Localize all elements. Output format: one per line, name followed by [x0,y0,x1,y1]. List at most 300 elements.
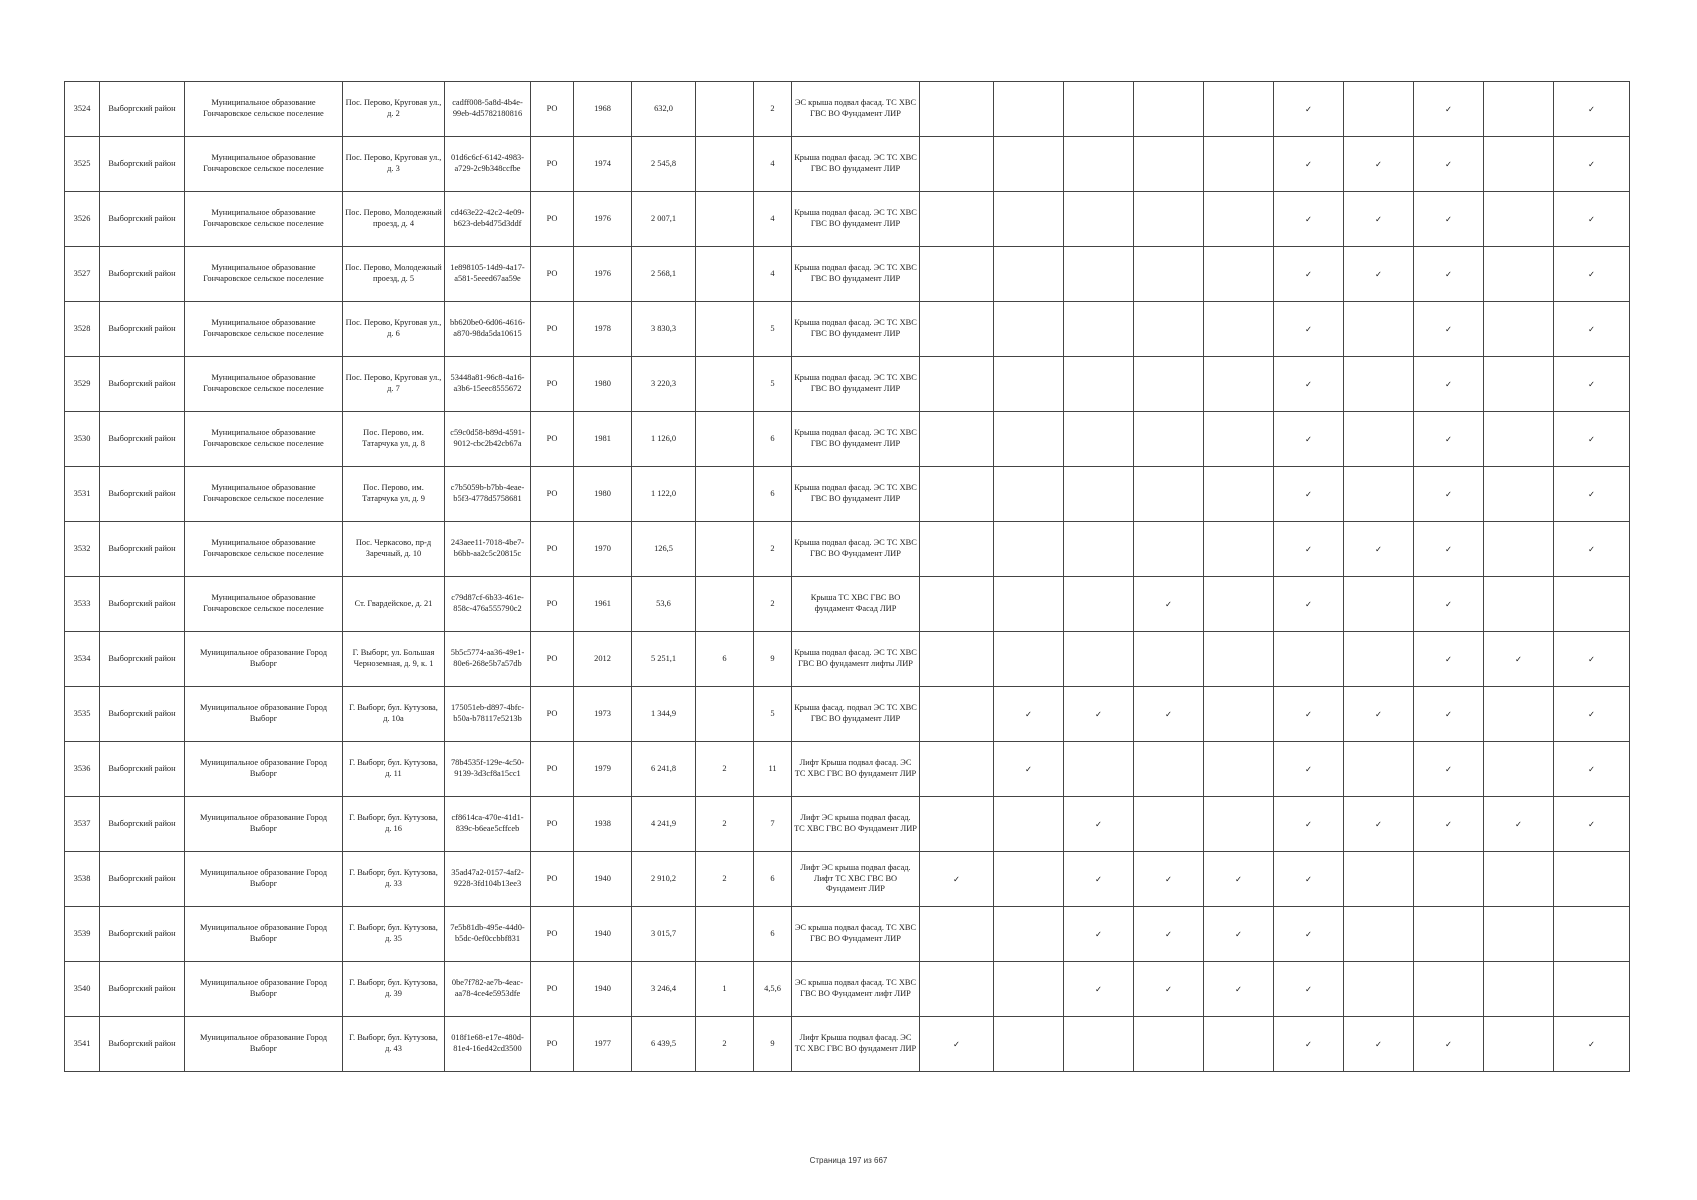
area-cell: 3 220,3 [632,357,696,412]
type-cell: РО [531,632,574,687]
guid-cell: 018f1e68-e17e-480d-81e4-16ed42cd3500 [445,1017,531,1072]
empty-cell [994,467,1064,522]
count-cell [696,467,754,522]
district-cell: Выборгский район [100,192,185,247]
page-footer: Страница 197 из 667 [809,1156,888,1165]
guid-cell: 7e5b81db-495e-44d0-b5dc-0ef0ccbbf831 [445,907,531,962]
empty-cell [1344,632,1414,687]
housing-table [64,81,1630,1072]
check-mark-icon: ✓ [1414,687,1484,742]
empty-cell [1134,192,1204,247]
guid-cell: 01d6c6cf-6142-4983-a729-2c9b348ccfbe [445,137,531,192]
empty-cell [994,577,1064,632]
guid-cell: 1e898105-14d9-4a17-a581-5eeed67aa59e [445,247,531,302]
check-mark-icon: ✓ [1344,192,1414,247]
type-cell: РО [531,467,574,522]
row-number: 3539 [65,907,100,962]
year-cell: 1961 [574,577,632,632]
empty-cell [1204,1017,1274,1072]
year-cell: 1940 [574,852,632,907]
address-cell: Пос. Черкасово, пр-д Заречный, д. 10 [343,522,445,577]
row-number: 3524 [65,82,100,137]
empty-cell [1134,797,1204,852]
district-cell: Выборгский район [100,412,185,467]
check-mark-icon: ✓ [1554,632,1630,687]
empty-cell [994,247,1064,302]
area-cell: 1 122,0 [632,467,696,522]
check-mark-icon: ✓ [1554,1017,1630,1072]
empty-cell [1204,687,1274,742]
address-cell: Пос. Перово, им. Татарчука ул, д. 8 [343,412,445,467]
year-cell: 1940 [574,907,632,962]
guid-cell: c7b5059b-b7bb-4eae-b5f3-4778d5758681 [445,467,531,522]
guid-cell: 5b5c5774-aa36-49e1-80e6-268e5b7a57db [445,632,531,687]
empty-cell [1484,192,1554,247]
address-cell: Пос. Перово, Круговая ул., д. 2 [343,82,445,137]
municipality-cell: Муниципальное образование Город Выборг [185,1017,343,1072]
type-cell: РО [531,852,574,907]
year-cell: 1981 [574,412,632,467]
works-cell: Лифт Крыша подвал фасад. ЭС ТС ХВС ГВС ВО фундамент ЛИР [792,742,920,797]
district-cell: Выборгский район [100,357,185,412]
empty-cell [1134,302,1204,357]
district-cell: Выборгский район [100,687,185,742]
empty-cell [1204,577,1274,632]
check-mark-icon: ✓ [1414,247,1484,302]
floors-cell: 5 [754,302,792,357]
check-mark-icon: ✓ [1554,302,1630,357]
empty-cell [994,1017,1064,1072]
empty-cell [920,192,994,247]
check-mark-icon: ✓ [1414,797,1484,852]
row-number: 3540 [65,962,100,1017]
empty-cell [1484,962,1554,1017]
empty-cell [920,522,994,577]
empty-cell [994,137,1064,192]
year-cell: 1978 [574,302,632,357]
check-mark-icon: ✓ [1274,247,1344,302]
empty-cell [994,522,1064,577]
empty-cell [1204,797,1274,852]
municipality-cell: Муниципальное образование Гончаровское сельское поселение [185,137,343,192]
type-cell: РО [531,962,574,1017]
count-cell [696,302,754,357]
floors-cell: 2 [754,522,792,577]
empty-cell [920,137,994,192]
table-row [65,742,1630,797]
table-row [65,302,1630,357]
table-row [65,522,1630,577]
empty-cell [920,467,994,522]
empty-cell [1204,357,1274,412]
table-row [65,82,1630,137]
works-cell: ЭС крыша подвал фасад. ТС ХВС ГВС ВО Фундамент лифт ЛИР [792,962,920,1017]
check-mark-icon: ✓ [1344,797,1414,852]
area-cell: 2 910,2 [632,852,696,907]
empty-cell [920,247,994,302]
address-cell: Ст. Гвардейское, д. 21 [343,577,445,632]
check-mark-icon: ✓ [1064,687,1134,742]
guid-cell: cadff008-5a8d-4b4e-99eb-4d5782180816 [445,82,531,137]
works-cell: Крыша подвал фасад. ЭС ТС ХВС ГВС ВО фундамент ЛИР [792,247,920,302]
table-row [65,1017,1630,1072]
guid-cell: 78b4535f-129e-4c50-9139-3d3cf8a15cc1 [445,742,531,797]
empty-cell [994,302,1064,357]
works-cell: Лифт ЭС крыша подвал фасад. ТС ХВС ГВС ВО Фундамент ЛИР [792,797,920,852]
works-cell: Крыша фасад. подвал ЭС ТС ХВС ГВС ВО фундамент ЛИР [792,687,920,742]
empty-cell [994,357,1064,412]
empty-cell [1064,412,1134,467]
guid-cell: 0be7f782-ae7b-4eac-aa78-4ce4e5953dfe [445,962,531,1017]
municipality-cell: Муниципальное образование Город Выборг [185,742,343,797]
year-cell: 1938 [574,797,632,852]
floors-cell: 5 [754,357,792,412]
row-number: 3526 [65,192,100,247]
empty-cell [920,962,994,1017]
municipality-cell: Муниципальное образование Гончаровское сельское поселение [185,522,343,577]
empty-cell [1134,137,1204,192]
works-cell: Крыша подвал фасад. ЭС ТС ХВС ГВС ВО фундамент лифты ЛИР [792,632,920,687]
year-cell: 1977 [574,1017,632,1072]
works-cell: Крыша подвал фасад. ЭС ТС ХВС ГВС ВО Фундамент ЛИР [792,522,920,577]
empty-cell [1344,467,1414,522]
check-mark-icon: ✓ [1554,82,1630,137]
count-cell [696,687,754,742]
works-cell: ЭС крыша подвал фасад. ТС ХВС ГВС ВО Фундамент ЛИР [792,907,920,962]
works-cell: Крыша подвал фасад. ЭС ТС ХВС ГВС ВО фундамент ЛИР [792,137,920,192]
empty-cell [1484,467,1554,522]
check-mark-icon: ✓ [1554,522,1630,577]
empty-cell [920,632,994,687]
empty-cell [1134,82,1204,137]
floors-cell: 4,5,6 [754,962,792,1017]
table-row [65,137,1630,192]
check-mark-icon: ✓ [1274,412,1344,467]
area-cell: 2 568,1 [632,247,696,302]
municipality-cell: Муниципальное образование Гончаровское сельское поселение [185,247,343,302]
check-mark-icon: ✓ [1554,742,1630,797]
address-cell: Пос. Перово, Круговая ул., д. 6 [343,302,445,357]
check-mark-icon: ✓ [1274,82,1344,137]
address-cell: Г. Выборг, бул. Кутузова, д. 33 [343,852,445,907]
floors-cell: 5 [754,687,792,742]
count-cell: 2 [696,1017,754,1072]
check-mark-icon: ✓ [1414,137,1484,192]
floors-cell: 11 [754,742,792,797]
empty-cell [1344,577,1414,632]
empty-cell [1204,412,1274,467]
type-cell: РО [531,687,574,742]
empty-cell [1064,302,1134,357]
check-mark-icon: ✓ [1274,192,1344,247]
empty-cell [920,82,994,137]
area-cell: 126,5 [632,522,696,577]
area-cell: 53,6 [632,577,696,632]
floors-cell: 6 [754,412,792,467]
count-cell [696,577,754,632]
empty-cell [920,907,994,962]
check-mark-icon: ✓ [1274,962,1344,1017]
empty-cell [1064,742,1134,797]
empty-cell [1554,577,1630,632]
check-mark-icon: ✓ [1204,852,1274,907]
empty-cell [1414,907,1484,962]
count-cell [696,522,754,577]
floors-cell: 4 [754,137,792,192]
empty-cell [1134,247,1204,302]
empty-cell [1064,467,1134,522]
empty-cell [1484,852,1554,907]
year-cell: 2012 [574,632,632,687]
guid-cell: 243aee11-7018-4be7-b6bb-aa2c5c20815c [445,522,531,577]
address-cell: Г. Выборг, бул. Кутузова, д. 10а [343,687,445,742]
district-cell: Выборгский район [100,302,185,357]
check-mark-icon: ✓ [1554,467,1630,522]
district-cell: Выборгский район [100,467,185,522]
guid-cell: c59c0d58-b89d-4591-9012-cbc2b42cb67a [445,412,531,467]
empty-cell [1204,302,1274,357]
empty-cell [1484,412,1554,467]
municipality-cell: Муниципальное образование Город Выборг [185,632,343,687]
check-mark-icon: ✓ [1554,797,1630,852]
check-mark-icon: ✓ [1414,577,1484,632]
works-cell: Крыша подвал фасад. ЭС ТС ХВС ГВС ВО фундамент ЛИР [792,357,920,412]
municipality-cell: Муниципальное образование Гончаровское сельское поселение [185,412,343,467]
row-number: 3541 [65,1017,100,1072]
type-cell: РО [531,1017,574,1072]
row-number: 3535 [65,687,100,742]
check-mark-icon: ✓ [920,1017,994,1072]
empty-cell [1064,632,1134,687]
table-row [65,852,1630,907]
empty-cell [920,302,994,357]
table-row [65,632,1630,687]
empty-cell [994,852,1064,907]
year-cell: 1976 [574,192,632,247]
check-mark-icon: ✓ [1344,1017,1414,1072]
check-mark-icon: ✓ [1274,522,1344,577]
area-cell: 4 241,9 [632,797,696,852]
row-number: 3531 [65,467,100,522]
count-cell: 2 [696,742,754,797]
area-cell: 3 015,7 [632,907,696,962]
row-number: 3534 [65,632,100,687]
check-mark-icon: ✓ [994,742,1064,797]
check-mark-icon: ✓ [1134,907,1204,962]
check-mark-icon: ✓ [1554,357,1630,412]
district-cell: Выборгский район [100,962,185,1017]
check-mark-icon: ✓ [1414,192,1484,247]
district-cell: Выборгский район [100,247,185,302]
row-number: 3536 [65,742,100,797]
type-cell: РО [531,247,574,302]
works-cell: Крыша подвал фасад. ЭС ТС ХВС ГВС ВО фундамент ЛИР [792,467,920,522]
check-mark-icon: ✓ [1064,852,1134,907]
check-mark-icon: ✓ [1274,467,1344,522]
municipality-cell: Муниципальное образование Гончаровское сельское поселение [185,302,343,357]
district-cell: Выборгский район [100,82,185,137]
type-cell: РО [531,797,574,852]
empty-cell [920,357,994,412]
area-cell: 6 439,5 [632,1017,696,1072]
empty-cell [994,962,1064,1017]
empty-cell [1484,302,1554,357]
works-cell: Крыша ТС ХВС ГВС ВО фундамент Фасад ЛИР [792,577,920,632]
empty-cell [1064,522,1134,577]
address-cell: Пос. Перово, им. Татарчука ул, д. 9 [343,467,445,522]
area-cell: 6 241,8 [632,742,696,797]
table-row [65,412,1630,467]
floors-cell: 9 [754,1017,792,1072]
check-mark-icon: ✓ [1134,962,1204,1017]
guid-cell: bb620be0-6d06-4616-a870-98da5da10615 [445,302,531,357]
empty-cell [1484,907,1554,962]
area-cell: 2 007,1 [632,192,696,247]
district-cell: Выборгский район [100,577,185,632]
type-cell: РО [531,742,574,797]
empty-cell [920,742,994,797]
district-cell: Выборгский район [100,1017,185,1072]
table-row [65,577,1630,632]
check-mark-icon: ✓ [1134,852,1204,907]
check-mark-icon: ✓ [1274,687,1344,742]
works-cell: ЭС крыша подвал фасад. ТС ХВС ГВС ВО Фундамент ЛИР [792,82,920,137]
year-cell: 1940 [574,962,632,1017]
check-mark-icon: ✓ [1344,522,1414,577]
floors-cell: 4 [754,192,792,247]
check-mark-icon: ✓ [1274,797,1344,852]
guid-cell: c79d87cf-6b33-461e-858c-476a555790c2 [445,577,531,632]
check-mark-icon: ✓ [1134,577,1204,632]
empty-cell [920,577,994,632]
check-mark-icon: ✓ [1274,137,1344,192]
floors-cell: 6 [754,467,792,522]
empty-cell [1064,137,1134,192]
type-cell: РО [531,302,574,357]
check-mark-icon: ✓ [1414,357,1484,412]
count-cell [696,82,754,137]
address-cell: Г. Выборг, бул. Кутузова, д. 11 [343,742,445,797]
municipality-cell: Муниципальное образование Город Выборг [185,852,343,907]
row-number: 3530 [65,412,100,467]
check-mark-icon: ✓ [1344,247,1414,302]
type-cell: РО [531,192,574,247]
type-cell: РО [531,577,574,632]
type-cell: РО [531,137,574,192]
municipality-cell: Муниципальное образование Гончаровское сельское поселение [185,192,343,247]
check-mark-icon: ✓ [1484,797,1554,852]
check-mark-icon: ✓ [1484,632,1554,687]
district-cell: Выборгский район [100,852,185,907]
row-number: 3532 [65,522,100,577]
empty-cell [1134,742,1204,797]
address-cell: Пос. Перово, Молодежный проезд, д. 5 [343,247,445,302]
row-number: 3537 [65,797,100,852]
guid-cell: cf8614ca-470e-41d1-839c-b6eae5cffceb [445,797,531,852]
municipality-cell: Муниципальное образование Город Выборг [185,687,343,742]
area-cell: 5 251,1 [632,632,696,687]
check-mark-icon: ✓ [1554,412,1630,467]
type-cell: РО [531,357,574,412]
address-cell: Г. Выборг, бул. Кутузова, д. 39 [343,962,445,1017]
table-row [65,907,1630,962]
check-mark-icon: ✓ [1414,302,1484,357]
area-cell: 1 344,9 [632,687,696,742]
count-cell [696,907,754,962]
district-cell: Выборгский район [100,742,185,797]
works-cell: Крыша подвал фасад. ЭС ТС ХВС ГВС ВО фундамент ЛИР [792,412,920,467]
guid-cell: 53448a81-96c8-4a16-a3b6-15eec8555672 [445,357,531,412]
check-mark-icon: ✓ [920,852,994,907]
type-cell: РО [531,522,574,577]
count-cell: 1 [696,962,754,1017]
year-cell: 1976 [574,247,632,302]
row-number: 3528 [65,302,100,357]
municipality-cell: Муниципальное образование Гончаровское сельское поселение [185,357,343,412]
address-cell: Пос. Перово, Молодежный проезд, д. 4 [343,192,445,247]
empty-cell [1344,742,1414,797]
empty-cell [1484,522,1554,577]
address-cell: Пос. Перово, Круговая ул., д. 7 [343,357,445,412]
check-mark-icon: ✓ [1414,742,1484,797]
empty-cell [1554,962,1630,1017]
floors-cell: 6 [754,907,792,962]
check-mark-icon: ✓ [994,687,1064,742]
empty-cell [1064,357,1134,412]
empty-cell [920,412,994,467]
area-cell: 3 246,4 [632,962,696,1017]
guid-cell: cd463e22-42c2-4e09-b623-deb4d75d3ddf [445,192,531,247]
empty-cell [1204,137,1274,192]
empty-cell [1484,742,1554,797]
year-cell: 1980 [574,357,632,412]
year-cell: 1973 [574,687,632,742]
table-row [65,687,1630,742]
empty-cell [1344,357,1414,412]
check-mark-icon: ✓ [1064,797,1134,852]
area-cell: 632,0 [632,82,696,137]
district-cell: Выборгский район [100,522,185,577]
check-mark-icon: ✓ [1554,137,1630,192]
guid-cell: 35ad47a2-0157-4af2-9228-3fd104b13ee3 [445,852,531,907]
area-cell: 2 545,8 [632,137,696,192]
empty-cell [994,192,1064,247]
empty-cell [1204,742,1274,797]
empty-cell [1134,412,1204,467]
type-cell: РО [531,412,574,467]
empty-cell [1484,577,1554,632]
check-mark-icon: ✓ [1204,907,1274,962]
check-mark-icon: ✓ [1554,687,1630,742]
year-cell: 1980 [574,467,632,522]
district-cell: Выборгский район [100,632,185,687]
table-body [65,82,1630,1072]
empty-cell [1484,1017,1554,1072]
type-cell: РО [531,907,574,962]
check-mark-icon: ✓ [1414,1017,1484,1072]
empty-cell [994,412,1064,467]
check-mark-icon: ✓ [1274,302,1344,357]
empty-cell [920,797,994,852]
floors-cell: 4 [754,247,792,302]
year-cell: 1974 [574,137,632,192]
floors-cell: 6 [754,852,792,907]
works-cell: Крыша подвал фасад. ЭС ТС ХВС ГВС ВО фундамент ЛИР [792,302,920,357]
year-cell: 1968 [574,82,632,137]
empty-cell [994,907,1064,962]
type-cell: РО [531,82,574,137]
empty-cell [1204,192,1274,247]
